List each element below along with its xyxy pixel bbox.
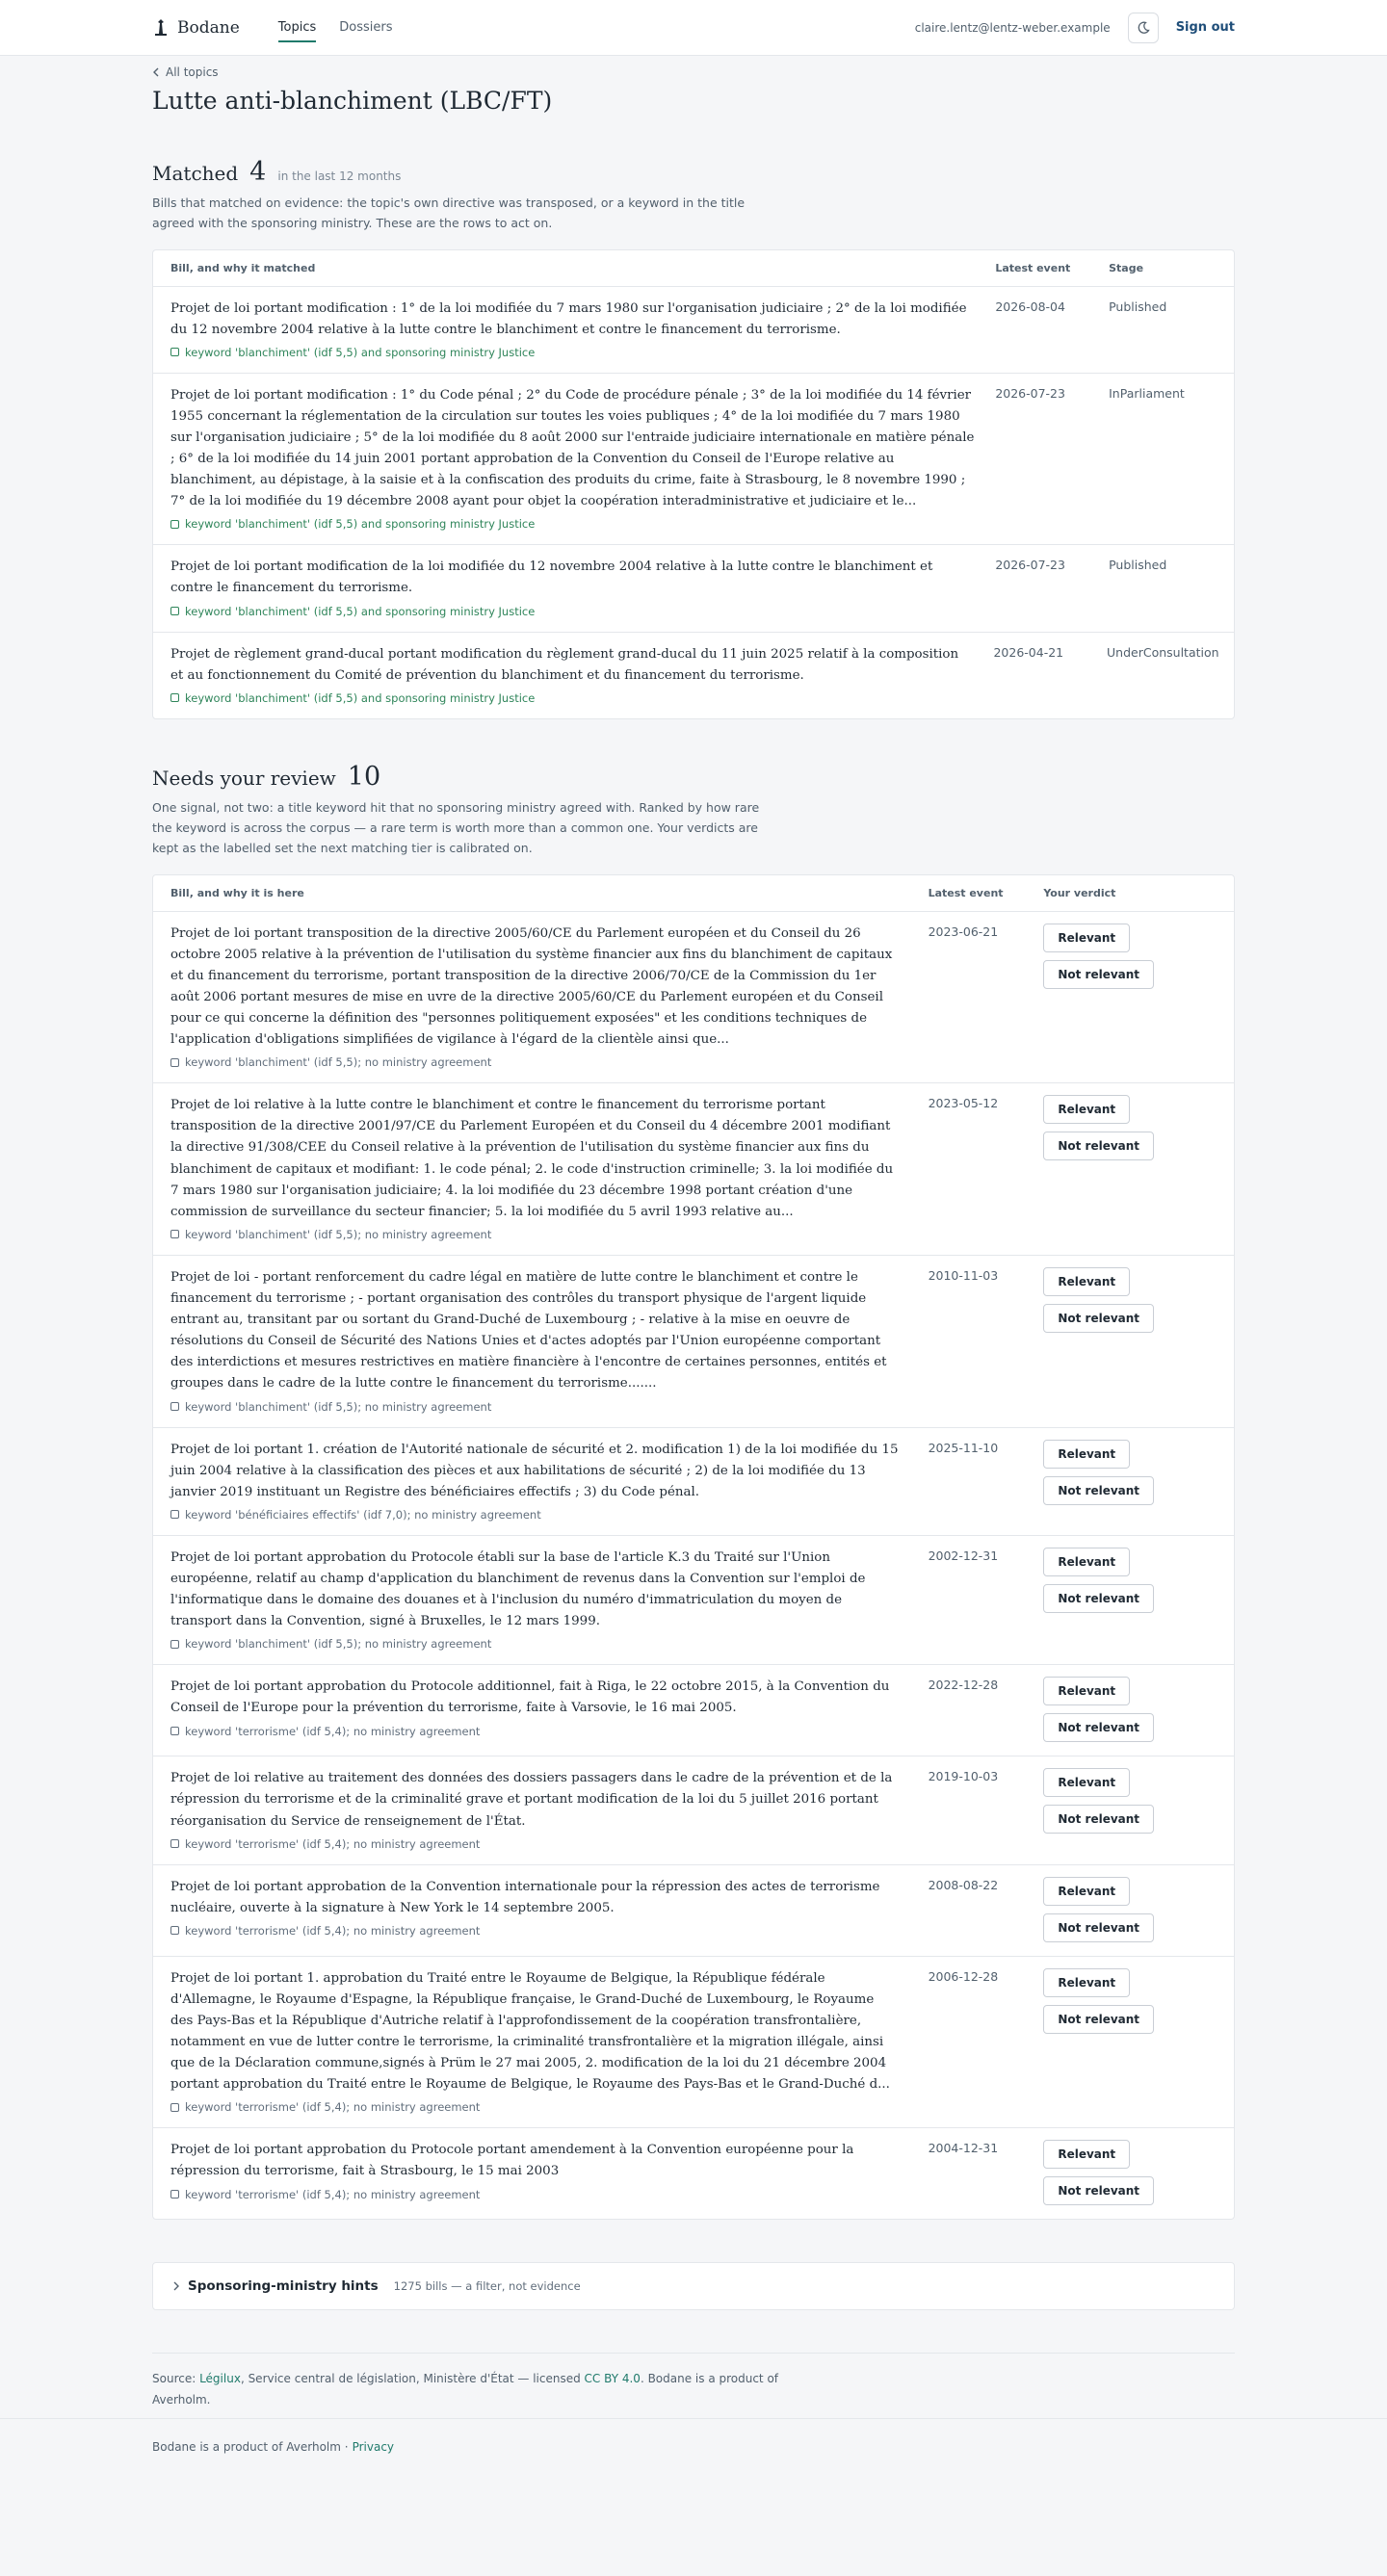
match-reason: keyword 'blanchiment' (idf 5,5) and sponsoring ministry Justice	[170, 691, 974, 705]
latest-event-date: 2026-04-21	[993, 644, 1064, 660]
relevant-button[interactable]: Relevant	[1043, 1095, 1130, 1124]
stage-label: UnderConsultation	[1107, 644, 1219, 660]
bill-title[interactable]: Projet de loi portant modification de la loi modifiée du 12 novembre 2004 relative à la lutte contre le blanchiment et contre le financement du terrorisme.	[170, 559, 933, 596]
table-row[interactable]	[153, 912, 1234, 1084]
table-row[interactable]	[153, 1665, 1234, 1756]
back-to-topics-link[interactable]	[152, 65, 1235, 79]
license-link[interactable]: CC BY 4.0	[584, 2372, 641, 2386]
bill-title[interactable]: Projet de loi portant modification : 1° de la loi modifiée du 7 mars 1980 sur l'organisation judiciaire ; 2° de la loi modifiée du 12 novembre 2004 relative à la lutte contre le blanchiment et contre le financement du terrorisme.	[170, 300, 967, 337]
latest-event-date: 2023-06-21	[928, 924, 999, 939]
table-row[interactable]	[153, 545, 1234, 632]
relevant-button[interactable]: Relevant	[1043, 1677, 1130, 1705]
footer-text: Bodane is a product of Averholm ·	[152, 2439, 349, 2454]
not-relevant-button[interactable]: Not relevant	[1043, 1304, 1154, 1333]
bill-title[interactable]: Projet de loi portant transposition de la directive 2005/60/CE du Parlement européen et du Conseil du 26 octobre 2005 relative à la prévention de l'utilisation du système financier aux fins du blanchiment de capitaux et du financement du terrorisme, portant transposition de la directive 2006/70/CE de la Commission du 1er août 2006 portant mesures de mise en uvre de la directive 2005/60/CE du Parlement européen et du Conseil pour ce qui concerne la définition des "personnes politiquement exposées" et les conditions techniques de l'application d'obligations simplifiées de vigilance à l'égard de la clientèle ainsi que...	[170, 925, 893, 1048]
review-reason: keyword 'blanchiment' (idf 5,5); no ministry agreement	[170, 1055, 900, 1069]
bill-title[interactable]: Projet de loi portant 1. création de l'Autorité nationale de sécurité et 2. modification 1) de la loi modifiée du 15 juin 2004 relative à la classification des pièces et aux habilitations de sécurité ; 2) de la loi modifiée du 13 janvier 2019 instituant un Registre des bénéficiaires effectifs ; 3) du Code pénal.	[170, 1442, 899, 1499]
latest-event-date: 2023-05-12	[928, 1096, 999, 1111]
relevant-button[interactable]: Relevant	[1043, 1877, 1130, 1906]
matched-title: Matched	[152, 162, 239, 185]
latest-event-date: 2019-10-03	[928, 1769, 999, 1784]
latest-event-date: 2004-12-31	[928, 2141, 999, 2156]
review-title: Needs your review	[152, 766, 336, 790]
column-header-bill: Bill, and why it is here	[170, 886, 304, 899]
bill-title[interactable]: Projet de loi portant modification : 1° du Code pénal ; 2° du Code de procédure pénale ; 3° de la loi modifiée du 14 février 1955 concernant la réglementation de la circulation sur toutes les voies publiques ; 4° de la loi modifiée du 7 mars 1980 sur l'organisation judiciaire ; 5° de la loi modifiée du 8 août 2000 sur l'entraide judiciaire internationale en matière pénale ; 6° de la loi modifiée du 14 juin 2001 portant approbation de la Convention du Conseil de l'Europe relative au blanchiment, au dépistage, à la saisie et à la confiscation des produits du crime, faite à Strasbourg, le 8 novembre 1990 ; 7° de la loi modifiée du 19 décembre 2008 ayant pour objet la coopération interadministrative et judiciaire et le...	[170, 387, 975, 509]
stage-label: InParliament	[1109, 385, 1185, 401]
hints-title: Sponsoring-ministry hints	[188, 2278, 379, 2295]
signal-icon	[170, 1839, 179, 1848]
review-table-header	[153, 875, 1234, 912]
brand-name: Bodane	[177, 17, 240, 38]
building-icon	[152, 18, 170, 38]
table-row[interactable]	[153, 1536, 1234, 1665]
verdict-buttons	[1043, 1768, 1217, 1850]
latest-event-date: 2026-07-23	[995, 558, 1065, 573]
verdict-buttons	[1043, 1267, 1217, 1414]
not-relevant-button[interactable]: Not relevant	[1043, 2176, 1154, 2205]
verdict-buttons	[1043, 1968, 1217, 2115]
bill-title[interactable]: Projet de loi portant approbation du Protocole établi sur la base de l'article K.3 du Traité sur l'Union européenne, relatif au champ d'application du blanchiment de revenus dans la Convention sur l'emploi de l'informatique dans le domaine des douanes et à l'inclusion du numéro d'immatriculation du moyen de transport dans la Convention, signé à Bruxelles, le 12 mars 1999.	[170, 1549, 866, 1629]
latest-event-date: 2025-11-10	[928, 1440, 999, 1455]
privacy-link[interactable]: Privacy	[352, 2439, 395, 2454]
table-row[interactable]	[153, 1865, 1234, 1957]
signal-icon	[170, 1058, 179, 1067]
top-bar	[0, 0, 1387, 56]
review-reason: keyword 'blanchiment' (idf 5,5); no ministry agreement	[170, 1637, 900, 1651]
table-row[interactable]	[153, 1256, 1234, 1428]
matched-count: 4	[249, 157, 267, 187]
not-relevant-button[interactable]: Not relevant	[1043, 1476, 1154, 1505]
verdict-buttons	[1043, 924, 1217, 1070]
review-header	[152, 762, 1235, 792]
table-row[interactable]	[153, 633, 1234, 718]
verdict-buttons	[1043, 2140, 1217, 2205]
not-relevant-button[interactable]: Not relevant	[1043, 1584, 1154, 1613]
verdict-buttons	[1043, 1877, 1217, 1942]
latest-event-date: 2026-08-04	[995, 299, 1065, 314]
divider	[152, 2353, 1235, 2354]
latest-event-date: 2026-07-23	[995, 385, 1065, 401]
verdict-buttons	[1043, 1440, 1217, 1522]
latest-event-date: 2006-12-28	[928, 1968, 999, 1984]
review-reason: keyword 'terrorisme' (idf 5,4); no ministry agreement	[170, 2188, 900, 2201]
verdict-buttons	[1043, 1677, 1217, 1742]
review-reason: keyword 'terrorisme' (idf 5,4); no ministry agreement	[170, 1924, 900, 1938]
review-count: 10	[347, 761, 381, 792]
table-row[interactable]	[153, 374, 1234, 546]
user-email: claire.lentz@lentz-weber.example	[914, 20, 1111, 35]
relevant-button[interactable]: Relevant	[1043, 1968, 1130, 1997]
main-nav	[278, 0, 393, 56]
relevant-button[interactable]: Relevant	[1043, 1440, 1130, 1469]
theme-toggle-button[interactable]	[1128, 13, 1159, 43]
source-attribution: Source: Légilux, Service central de législation, Ministère d'État — licensed CC BY 4.0. Bodane is a product of Averholm.	[152, 2372, 779, 2407]
matched-subtitle: in the last 12 months	[277, 169, 402, 183]
matched-description: Bills that matched on evidence: the topic's own directive was transposed, or a keyword in the title agreed with the sponsoring ministry. These are the rows to act on.	[152, 195, 746, 231]
table-row[interactable]	[153, 1957, 1234, 2129]
review-rows	[153, 912, 1234, 2220]
review-description: One signal, not two: a title keyword hit that no sponsoring ministry agreed with. Ranked by how rare the keyword is across the corpus — a rare term is worth more than a common one. Your verdicts are kept as the labelled set the next matching tier is calibrated on.	[152, 799, 760, 856]
sponsoring-ministry-hints-toggle[interactable]	[152, 2262, 1235, 2310]
sign-out-link[interactable]: Sign out	[1175, 20, 1235, 35]
column-header-stage: Stage	[1109, 262, 1144, 274]
not-relevant-button[interactable]: Not relevant	[1043, 1132, 1154, 1160]
review-reason: keyword 'terrorisme' (idf 5,4); no ministry agreement	[170, 2100, 900, 2114]
page-title: Lutte anti-blanchiment (LBC/FT)	[152, 87, 553, 115]
moon-icon	[1137, 21, 1150, 35]
bill-title[interactable]: Projet de loi relative à la lutte contre le blanchiment et contre le financement du terrorisme portant transposition de la directive 2001/97/CE du Parlement Européen et du Conseil du 4 décembre 2001 modifiant la directive 91/308/CEE du Conseil relative à la prévention de l'utilisation du système financier aux fins du blanchiment de capitaux et modifiant: 1. le code pénal; 2. le code d'instruction criminelle; 3. la loi modifiée du 7 mars 1980 sur l'organisation judiciaire; 4. la loi modifiée du 23 décembre 1998 portant création d'une commission de surveillance du secteur financier; 5. la loi modifiée du 5 avril 1993 relative au...	[170, 1098, 894, 1219]
signal-icon	[170, 1926, 179, 1935]
column-header-verdict: Your verdict	[1043, 886, 1116, 899]
signal-icon	[170, 1402, 179, 1411]
chevron-left-icon	[152, 67, 160, 77]
evidence-icon	[170, 693, 179, 702]
review-reason: keyword 'bénéficiaires effectifs' (idf 7,0); no ministry agreement	[170, 1508, 900, 1522]
chevron-right-icon	[172, 2281, 180, 2291]
latest-event-date: 2022-12-28	[928, 1678, 999, 1693]
match-reason: keyword 'blanchiment' (idf 5,5) and sponsoring ministry Justice	[170, 346, 976, 359]
evidence-icon	[170, 348, 179, 356]
review-reason: keyword 'terrorisme' (idf 5,4); no ministry agreement	[170, 1725, 900, 1738]
signal-icon	[170, 1640, 179, 1649]
match-reason: keyword 'blanchiment' (idf 5,5) and sponsoring ministry Justice	[170, 517, 976, 531]
user-area	[915, 13, 1235, 43]
matched-section	[152, 157, 1235, 719]
evidence-icon	[170, 520, 179, 529]
bill-title[interactable]: Projet de loi portant 1. approbation du Traité entre le Royaume de Belgique, la République fédérale d'Allemagne, le Royaume d'Espagne, la République française, le Grand-Duché de Luxembourg, le Royaume des Pays-Bas et la République d'Autriche relatif à l'approfondissement de la coopération transfrontalière, notamment en vue de lutter contre le terrorisme, la criminalité transfrontalière et la migration illégale, ainsi que de la Déclaration commune,signés à Prüm le 27 mai 2005, 2. modification de la loi du 21 décembre 2004 portant approbation du Traité entre le Royaume de Belgique, le Royaume des Pays-Bas et le Grand-Duché d...	[170, 1970, 890, 2093]
matched-table-header	[153, 250, 1234, 287]
verdict-buttons	[1043, 1548, 1217, 1651]
matched-header	[152, 157, 1235, 187]
stage-label: Published	[1109, 299, 1167, 314]
back-label: All topics	[166, 65, 219, 79]
hints-subtitle: 1275 bills — a filter, not evidence	[393, 2279, 581, 2294]
column-header-latest-event: Latest event	[928, 887, 1004, 900]
relevant-button[interactable]: Relevant	[1043, 1267, 1130, 1296]
latest-event-date: 2010-11-03	[928, 1267, 999, 1283]
matched-table	[152, 249, 1235, 719]
bill-title[interactable]: Projet de loi portant approbation de la Convention internationale pour la répression des actes de terrorisme nucléaire, ouverte à la signature à New York le 14 septembre 2005.	[170, 1879, 880, 1915]
bill-title[interactable]: Projet de loi - portant renforcement du cadre légal en matière de lutte contre le blanchiment et contre le financement du terrorisme ; - portant organisation des contrôles du transport physique de l'argent liquide entrant au, transitant par ou sortant du Grand-Duché de Luxembourg ; - relative à la mise en oeuvre de résolutions du Conseil de Sécurité des Nations Unies et d'actes adoptés par l'Union européenne comportant des interdictions et mesures restrictives en matière financière à l'encontre de certaines personnes, entités et groupes dans le cadre de la lutte contre le financement du terrorisme.......	[170, 1269, 887, 1392]
signal-icon	[170, 2190, 179, 2199]
relevant-button[interactable]: Relevant	[1043, 2140, 1130, 2169]
signal-icon	[170, 2103, 179, 2112]
brand[interactable]	[152, 18, 240, 38]
signal-icon	[170, 1510, 179, 1519]
review-reason: keyword 'terrorisme' (idf 5,4); no ministry agreement	[170, 1837, 900, 1851]
review-section	[152, 762, 1235, 2220]
bill-title[interactable]: Projet de loi relative au traitement des données des dossiers passagers dans le cadre de la prévention et de la répression du terrorisme et de la criminalité grave et portant modification de la loi du 5 juillet 2016 portant réorganisation du Service de renseignement de l'État.	[170, 1771, 893, 1829]
table-row[interactable]	[153, 1083, 1234, 1256]
latest-event-date: 2008-08-22	[928, 1877, 999, 1892]
table-row[interactable]	[153, 2128, 1234, 2219]
table-row[interactable]	[153, 1756, 1234, 1864]
relevant-button[interactable]: Relevant	[1043, 1548, 1130, 1576]
verdict-buttons	[1043, 1095, 1217, 1241]
nav-dossiers[interactable]: Dossiers	[339, 20, 393, 35]
bill-title[interactable]: Projet de loi portant approbation du Protocole portant amendement à la Convention européenne pour la répression du terrorisme, fait à Strasbourg, le 15 mai 2003	[170, 2143, 854, 2179]
review-table	[152, 874, 1235, 2221]
table-row[interactable]	[153, 287, 1234, 374]
not-relevant-button[interactable]: Not relevant	[1043, 1713, 1154, 1742]
evidence-icon	[170, 607, 179, 615]
review-reason: keyword 'blanchiment' (idf 5,5); no ministry agreement	[170, 1228, 900, 1241]
nav-topics[interactable]: Topics	[278, 0, 316, 56]
column-header-bill: Bill, and why it matched	[170, 261, 316, 274]
not-relevant-button[interactable]: Not relevant	[1043, 2005, 1154, 2034]
relevant-button[interactable]: Relevant	[1043, 1768, 1130, 1797]
latest-event-date: 2002-12-31	[928, 1548, 999, 1563]
stage-label: Published	[1109, 558, 1167, 573]
not-relevant-button[interactable]: Not relevant	[1043, 960, 1154, 989]
relevant-button[interactable]: Relevant	[1043, 924, 1130, 952]
bill-title[interactable]: Projet de règlement grand-ducal portant modification du règlement grand-ducal du 11 juin 2025 relatif à la composition et au fonctionnement du Comité de prévention du blanchiment et du financement du terrorisme.	[170, 646, 959, 683]
match-reason: keyword 'blanchiment' (idf 5,5) and sponsoring ministry Justice	[170, 605, 976, 618]
signal-icon	[170, 1230, 179, 1238]
footer	[0, 2418, 1387, 2474]
signal-icon	[170, 1727, 179, 1735]
legilux-link[interactable]: Légilux	[199, 2372, 241, 2386]
not-relevant-button[interactable]: Not relevant	[1043, 1913, 1154, 1942]
column-header-latest-event: Latest event	[995, 262, 1071, 274]
bill-title[interactable]: Projet de loi portant approbation du Protocole additionnel, fait à Riga, le 22 octobre 2015, à la Convention du Conseil de l'Europe pour la prévention du terrorisme, faite à Varsovie, le 16 mai 2005.	[170, 1679, 890, 1716]
review-reason: keyword 'blanchiment' (idf 5,5); no ministry agreement	[170, 1400, 900, 1414]
table-row[interactable]	[153, 1428, 1234, 1536]
main-content	[152, 65, 1235, 2418]
not-relevant-button[interactable]: Not relevant	[1043, 1805, 1154, 1834]
